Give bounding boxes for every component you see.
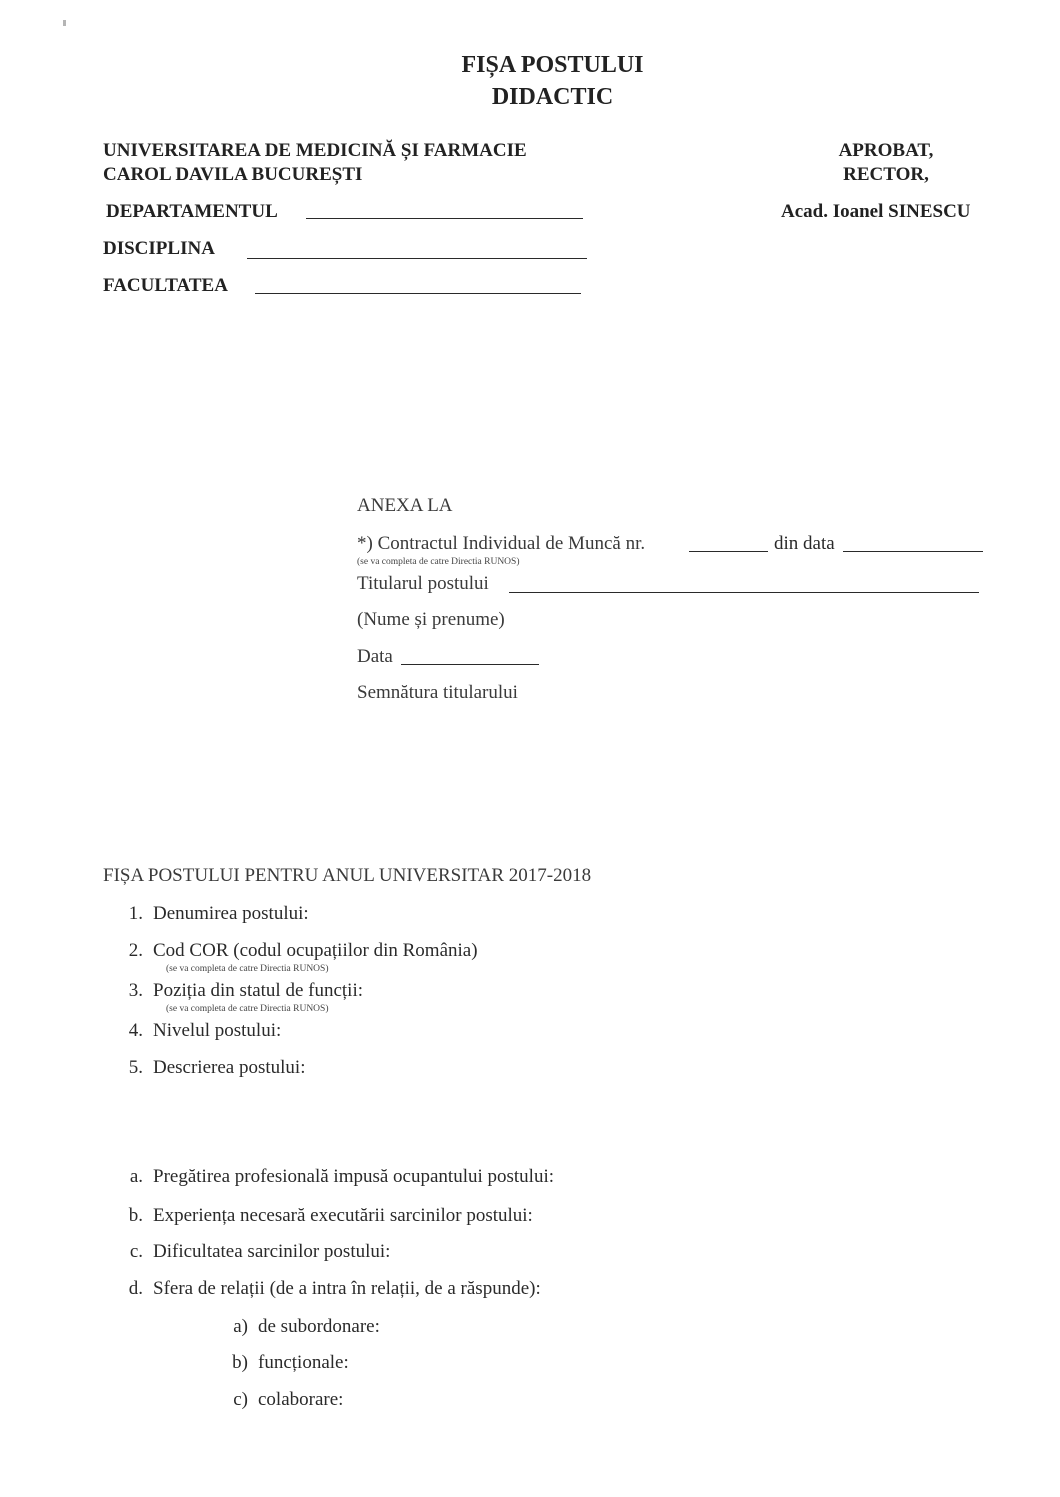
item-text: Dificultatea sarcinilor postului: — [153, 1241, 391, 1262]
approval-label: APROBAT, — [838, 140, 934, 161]
annex-title: ANEXA LA — [357, 495, 453, 516]
rector-label: RECTOR, — [843, 164, 929, 185]
item-marker: b. — [128, 1205, 143, 1226]
contract-label: *) Contractul Individual de Muncă nr. — [357, 533, 646, 554]
item-text: de subordonare: — [258, 1316, 380, 1337]
item-text: Nivelul postului: — [153, 1020, 282, 1041]
item-text: Sfera de relații (de a intra în relații, de a răspunde): — [153, 1278, 541, 1299]
item-marker: 5. — [128, 1057, 143, 1078]
runos-note: (se va completa de catre Directia RUNOS) — [357, 557, 520, 567]
signature-label: Semnătura titularului — [357, 682, 518, 703]
holder-field[interactable] — [509, 592, 979, 593]
job-sheet-heading: FIȘA POSTULUI PENTRU ANUL UNIVERSITAR 2017-2018 — [103, 865, 592, 886]
faculty-field[interactable] — [255, 293, 581, 294]
date-field[interactable] — [401, 664, 539, 665]
lettered-item-b — [113, 1205, 533, 1227]
numbered-item-3 — [113, 980, 363, 1002]
discipline-field[interactable] — [247, 258, 587, 259]
item-marker: 4. — [128, 1020, 143, 1041]
department-field[interactable] — [306, 218, 583, 219]
item-text: colaborare: — [258, 1389, 344, 1410]
relation-item-c — [218, 1389, 343, 1411]
item-marker: 2. — [128, 940, 143, 961]
item-marker: 3. — [128, 980, 143, 1001]
relation-item-b — [218, 1352, 349, 1374]
item-text: funcționale: — [258, 1352, 349, 1373]
rector-name: Acad. Ioanel SINESCU — [781, 201, 971, 222]
item-text: Poziția din statul de funcții: — [153, 980, 364, 1001]
item3-runos-note: (se va completa de catre Directia RUNOS) — [166, 1004, 329, 1014]
item-text: Cod COR (codul ocupațiilor din România) — [153, 940, 478, 961]
scan-speck — [63, 20, 66, 26]
lettered-item-a — [113, 1166, 554, 1188]
contract-number-field[interactable] — [689, 551, 768, 552]
item-marker: a) — [233, 1316, 248, 1337]
department-label: DEPARTAMENTUL — [106, 201, 278, 222]
numbered-item-4 — [113, 1020, 281, 1042]
date-label: Data — [357, 646, 393, 667]
lettered-item-d — [113, 1278, 541, 1300]
item-marker: c) — [233, 1389, 248, 1410]
document-title-line1: FIȘA POSTULUI — [461, 52, 644, 78]
university-name-line1: UNIVERSITAREA DE MEDICINĂ ȘI FARMACIE — [103, 140, 527, 161]
item2-runos-note: (se va completa de catre Directia RUNOS) — [166, 964, 329, 974]
item-marker: c. — [129, 1241, 143, 1262]
university-name-line2: CAROL DAVILA BUCUREȘTI — [103, 164, 363, 185]
faculty-label: FACULTATEA — [103, 275, 228, 296]
item-marker: a. — [129, 1166, 143, 1187]
contract-date-label: din data — [774, 533, 835, 554]
contract-date-field[interactable] — [843, 551, 983, 552]
discipline-label: DISCIPLINA — [103, 238, 215, 259]
lettered-item-c — [113, 1241, 390, 1263]
item-marker: 1. — [128, 903, 143, 924]
numbered-item-1 — [113, 903, 309, 925]
item-text: Descrierea postului: — [153, 1057, 306, 1078]
item-text: Denumirea postului: — [153, 903, 309, 924]
numbered-item-2 — [113, 940, 478, 962]
item-marker: d. — [128, 1278, 143, 1299]
item-text: Experiența necesară executării sarcinilor postului: — [153, 1205, 533, 1226]
item-text: Pregătirea profesională impusă ocupantului postului: — [153, 1166, 555, 1187]
name-hint: (Nume și prenume) — [357, 609, 505, 630]
numbered-item-5 — [113, 1057, 305, 1079]
item-marker: b) — [232, 1352, 248, 1373]
holder-label: Titularul postului — [357, 573, 489, 594]
relation-item-a — [218, 1316, 380, 1338]
document-title-line2: DIDACTIC — [491, 84, 614, 110]
